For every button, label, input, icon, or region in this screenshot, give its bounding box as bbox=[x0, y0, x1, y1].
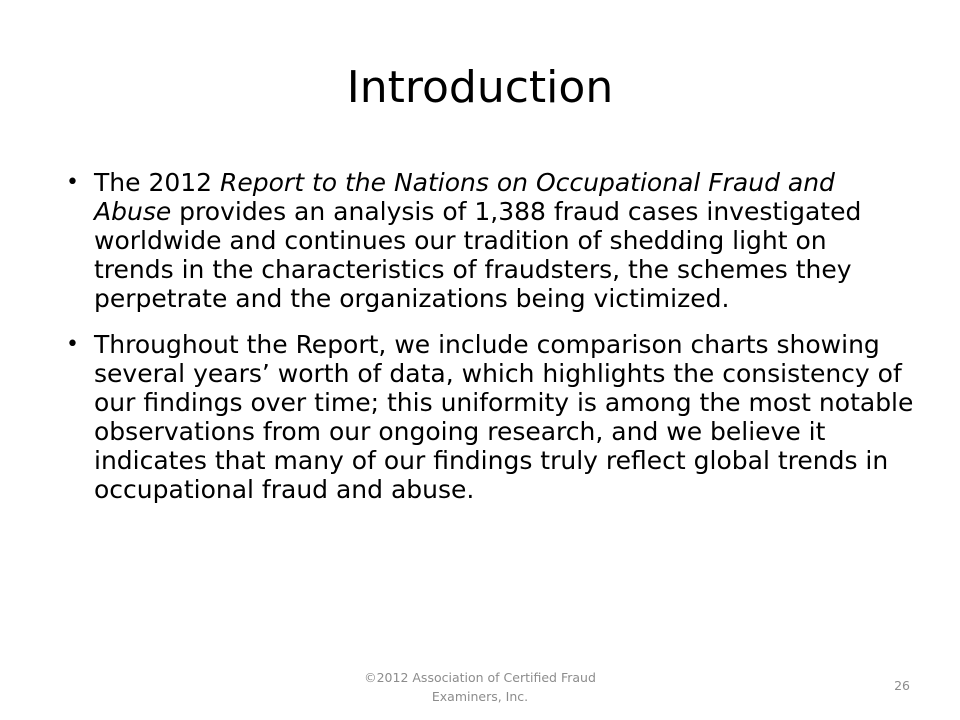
bullet-text: Throughout the Report, we include comparison charts showing several years’ worth of data, which highlights the consistency of our findings over time; this uniformity is among the most notable observations from our ongoing research, and we believe it indicates that many of our findings truly reflect global trends in occupational fraud and abuse. bbox=[94, 330, 914, 504]
bullet-point-icon: • bbox=[66, 170, 79, 195]
footer-copyright-line2: Examiners, Inc. bbox=[431, 689, 529, 704]
bullet-list bbox=[58, 168, 914, 521]
bullet-point-icon: • bbox=[66, 332, 79, 357]
bullet-item-report-overview bbox=[58, 168, 914, 313]
bullet-text-before: The 2012 bbox=[94, 168, 221, 197]
slide-title: Introduction bbox=[346, 62, 614, 113]
bullet-text-after: provides an analysis of 1,388 fraud cases investigated worldwide and continues our tradition of shedding light on trends in the characteristics of fraudsters, the schemes they perpetrate and the organizations being victimized. bbox=[94, 197, 862, 313]
page-number: 26 bbox=[894, 678, 910, 693]
bullet-text bbox=[94, 168, 861, 313]
bullet-item-comparison-charts bbox=[58, 330, 914, 504]
report-title-italic: Report to the Nations on Occupational Fraud and Abuse bbox=[94, 168, 835, 226]
footer-copyright-line1: ©2012 Association of Certified Fraud bbox=[364, 670, 596, 685]
footer-copyright bbox=[340, 668, 620, 706]
